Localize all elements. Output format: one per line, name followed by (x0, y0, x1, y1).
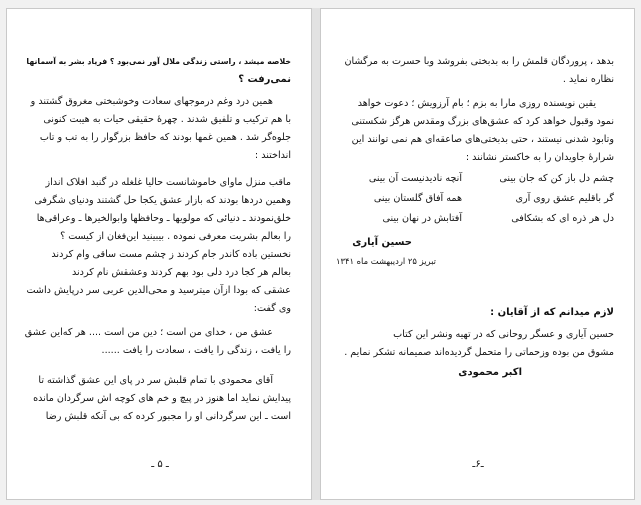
signature: اکبر محمودی (458, 367, 522, 378)
verse-hemistich-left: آفتابش در نهان بینی (382, 213, 462, 224)
page-number: ـ۶ـ (472, 459, 484, 470)
verse-hemistich-right: چشم دل باز کن که جان بینی (499, 173, 614, 184)
text-line: آقای محمودی با تمام قلبش سر در پای این عشق گذاشته تا (38, 375, 273, 386)
text-line: نمود وقبول خواهد کرد که عشق‌های بزرگ ومقدس هرگز شکستنی (351, 116, 614, 127)
text-line: وهمین دردها بودند که بازار عشق یکجا حل گشتند ودنیای شگرفی (34, 195, 291, 206)
text-line: شرارهٔ جاویدان را به خاکستر نشانند : (465, 152, 614, 163)
thanks-heading: لازم میدانم که از آقایان : (490, 307, 614, 318)
text-line: جلوه‌گر شد . همین غمها بودند که حافظ بزرگوار را به تب و تاب (39, 132, 291, 143)
text-line: وتابود شدنی نیستند ، حتی بدبختی‌های صاعقه‌ای هم نمی توانند این (351, 134, 614, 145)
right-page (320, 8, 635, 500)
text-line: خلق‌نمودند ـ دنیائی که مولویها ـ وحافظها وابوالخیرها ـ وعراقی‌ها (36, 213, 291, 224)
verse-hemistich-right: دل هر ذره ای که بشکافی (511, 213, 614, 224)
verse-line: بعالم هر کجا درد دلی بود بهم کردند وعشقش نام کردند (71, 267, 291, 278)
page-number: ـ ۵ ـ (151, 459, 169, 470)
book-gutter (312, 8, 320, 500)
verse-line: نخستین باده کاندر جام کردند ز چشم مست ساقی وام کردند (51, 249, 291, 260)
text-line: است ـ این سرگردانی او را مجبور کرده که بی آنکه قلبش رضا (45, 411, 291, 422)
text-line: همین درد وغم درموجهای سعادت وخوشبختی مغروق گشتند و (30, 96, 273, 107)
date-line: تبریز ۲۵ اردیبهشت ماه ۱۳۴۱ (335, 256, 436, 266)
text-line: خلاصه میشد ، راستی زندگی ملال آور نمی‌بود ؟ فریاد بشر به آسمانها (26, 57, 291, 66)
text-line: نمی‌رفت ؟ (238, 74, 291, 85)
text-line: وی گفت: (253, 303, 291, 314)
text-line: انداختند : (254, 150, 291, 161)
signature: حسین آیاری (352, 237, 412, 248)
text-line: مشوق من بوده وزحماتی را متحمل گردیده‌اند صمیمانه تشکر نمایم . (344, 347, 614, 358)
verse-hemistich-right: گر باقلیم عشق روی آری (515, 193, 614, 204)
left-page (6, 8, 312, 500)
text-line: با هم ترکیب و تلفیق شدند . چهرهٔ حقیقی حیات به هیبت کنونی (43, 114, 291, 125)
verse-line: ماقب منزل ماوای خاموشانست حالیا غلغله در گنبد افلاک انداز (45, 177, 291, 188)
text-line: بدهد ، پرورد‌گان قلمش را به بدبختی بفروشد وبا حسرت به مرگشان (344, 56, 614, 67)
verse-hemistich-left: همه آفاق گلستان بینی (373, 193, 462, 204)
text-line: عشقی که بودا ازآن میترسید و محی‌الدین عربی سر درپایش داشت (26, 285, 291, 296)
text-line: را یافت ، زندگی را یافت ، سعادت را یافت ...... (101, 345, 291, 356)
text-line: نظاره نماید . (562, 74, 614, 85)
text-line: یقین نویسنده روزی مارا به بزم ؛ بام آرزویش ؛ دعوت خواهد (357, 98, 596, 109)
verse-hemistich-left: آنچه نادیدنیست آن بینی (368, 173, 462, 184)
text-line: عشق من ، خدای من است ؛ دین من است .... هر که‌این عشق (24, 327, 273, 338)
text-line: پیدایش نماید اما هنوز در پیچ و خم های کوچه اش سرگردان مانده (33, 393, 291, 404)
text-line: حسین آیاری و عسگر روحانی که در تهیه ونشر این کتاب (393, 329, 614, 340)
text-line: را بعالم بشریت معرفی نموده . بیبینید این‌فغان از کیست ؟ (60, 231, 291, 242)
